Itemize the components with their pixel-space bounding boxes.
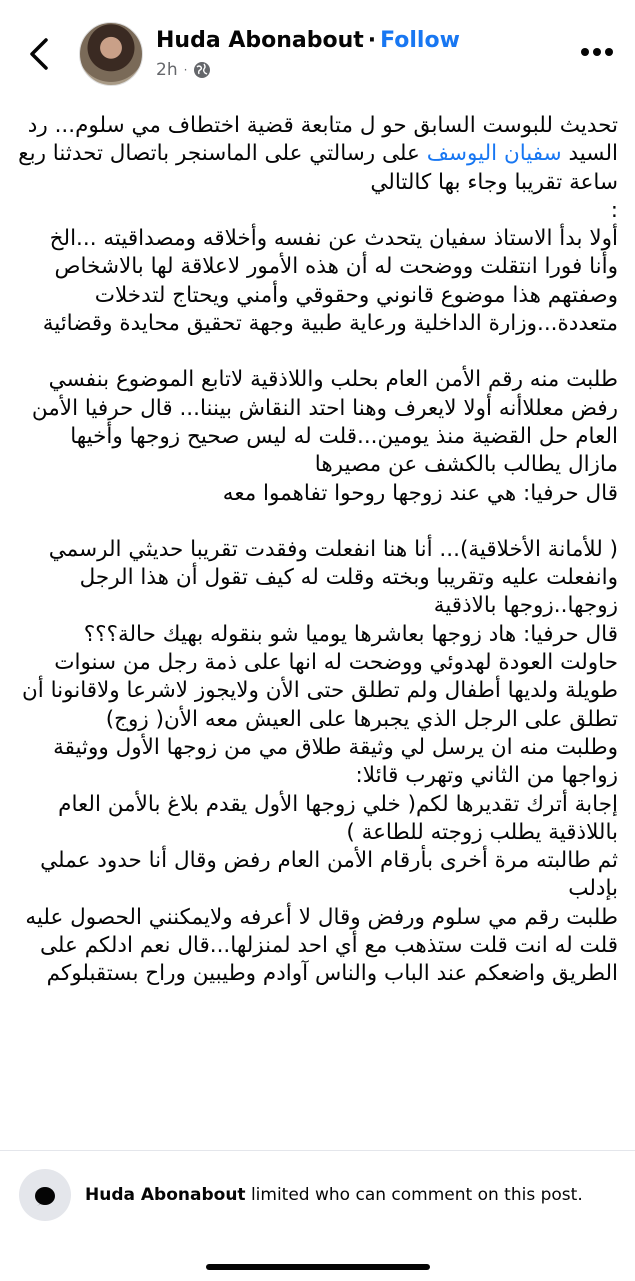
lock-icon-badge: [19, 1169, 71, 1221]
post-paragraph: طلبت منه رقم الأمن العام بحلب واللاذقية لاتابع الموضوع بنفسي رفض معللاأنه أولا لايعرف وهنا احتد النقاش بيننا... قال حرفيا الأمن العام حل القضية منذ يومين...قلت له ليس صحيح زوجها وأخيها مازال يطالب بالكشف عن مصيرها: [31, 367, 618, 478]
post-paragraph: أولا بدأ الاستاذ سفيان يتحدث عن نفسه وأخلاقه ومصداقيته ...الخ وأنا فورا انتقلت ووضحت له أن هذه الأمور لاعلاقة لها بالاشخاص وصفتهم هذا موضوع قانوني وحقوقي وأمني ويحتاج لتدخلات متعددة...وزارة الداخلية ورعاية طبية وجهة تحقيق محايدة وقضائية: [42, 226, 618, 337]
post-paragraph: حاولت العودة لهدوئي ووضحت له انها على ذمة رجل من سنوات طويلة ولديها أطفال ولم تطلق حتى الأن ولايجوز لاشرعا ولاقانونا أن تطلق على الرجل الذي يجبرها على العيش معه الأن( زوج): [22, 650, 618, 732]
more-horizontal-icon[interactable]: [580, 46, 614, 58]
mention-link[interactable]: سفيان اليوسف: [426, 141, 562, 167]
restriction-message: limited who can comment on this post.: [250, 1185, 583, 1205]
comment-restriction-bar: [0, 1150, 635, 1281]
post-paragraph: قلت له انت قلت ستذهب مع أي احد لمنزلها...قال نعم ادلكم على الطريق واضعكم عند الباب والناس آوادم وطيبين وراح بستقبلوكم: [40, 933, 618, 987]
post-meta: [156, 60, 211, 80]
post-paragraph: وطلبت منه ان يرسل لي وثيقة طلاق مي من زوجها الأول ووثيقة زواجها من الثاني وتهرب قائلا:: [53, 734, 618, 789]
lock-icon: [34, 1184, 56, 1206]
post-paragraph: :: [610, 197, 618, 223]
follow-button[interactable]: Follow: [380, 28, 460, 53]
post-header: [0, 0, 635, 105]
post-text-segment: تحديث للبوست السابق حو ل متابعة قضية اختطاف مي سلوم... رد السيد: [27, 113, 618, 167]
post-text: [16, 112, 618, 1150]
paragraph-gap: [16, 508, 618, 536]
post-paragraph: قال حرفيا: هاد زوجها بعاشرها يوميا شو بنقوله بهيك حالة؟؟؟: [83, 621, 618, 647]
separator-dot: ·: [183, 63, 188, 77]
restriction-author[interactable]: Huda Abonabout: [85, 1185, 246, 1205]
comment-restriction-text: [85, 1185, 583, 1205]
paragraph-gap: [16, 338, 618, 366]
post-paragraph: طلبت رقم مي سلوم ورفض وقال لا أعرفه ولايمكنني الحصول عليه: [25, 904, 618, 930]
post-paragraph: ( للأمانة الأخلاقية)... أنا هنا انفعلت وفقدت تقريبا حديثي الرسمي وانفعلت عليه وتقريبا وبخته وقلت له كيف تقول أن هذا الرجل زوجها..زوجها بالاذقية: [48, 536, 618, 619]
post-paragraph: إجابة أترك تقديرها لكم( خلي زوجها الأول يقدم بلاغ بالأمن العام باللاذقية يطلب زوجته للطاعة ): [58, 791, 618, 845]
post-paragraph: ثم طالبته مرة أخرى بأرقام الأمن العام رفض وقال أنا حدود عملي بإدلب: [40, 848, 618, 902]
chevron-left-icon[interactable]: [26, 36, 52, 72]
globe-icon: [193, 61, 211, 79]
separator-dot: ·: [367, 28, 377, 53]
author-name[interactable]: Huda Abonabout: [156, 28, 364, 53]
author-line: [156, 28, 460, 53]
post-text-segment: على رسالتي على الماسنجر باتصال تحدثنا ربع ساعة تقريبا وجاء بها كالتالي: [18, 141, 618, 195]
post-paragraph: [16, 112, 618, 197]
post-paragraph: قال حرفيا: هي عند زوجها روحوا تفاهموا معه: [222, 480, 618, 506]
post-timestamp[interactable]: 2h: [156, 60, 178, 80]
home-indicator[interactable]: [206, 1264, 430, 1270]
avatar[interactable]: [79, 22, 143, 86]
